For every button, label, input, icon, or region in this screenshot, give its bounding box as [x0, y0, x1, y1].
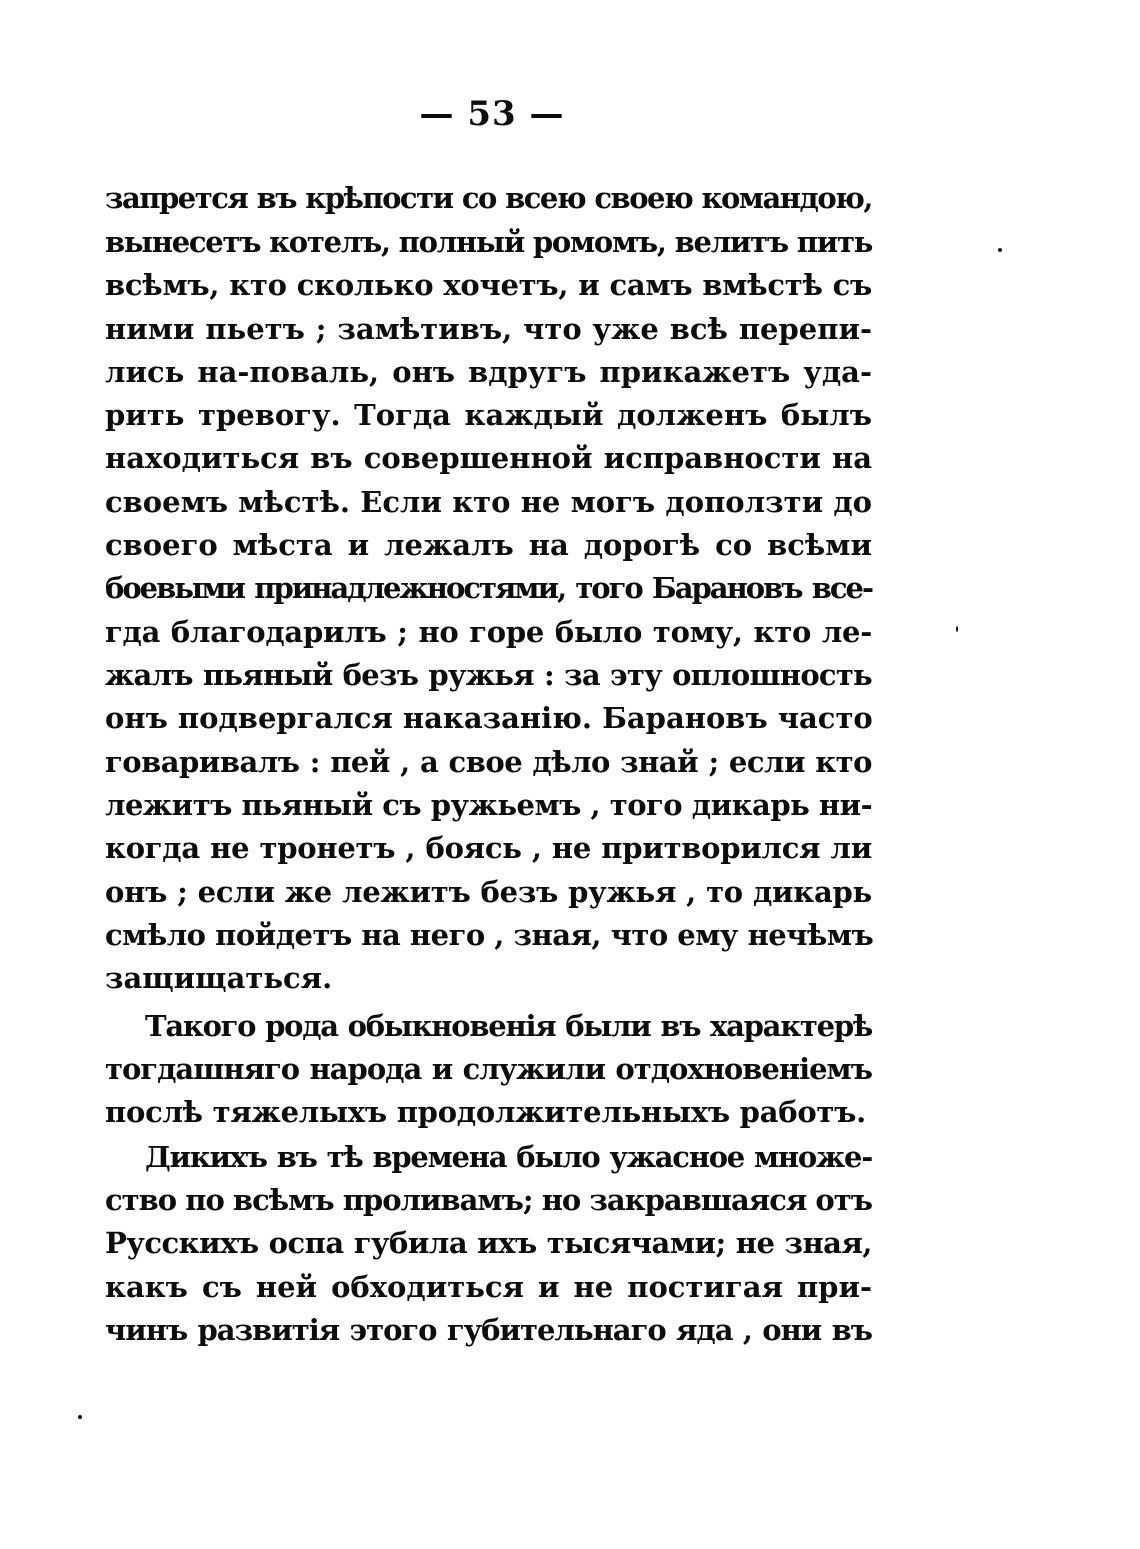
text-line: онъ ; если же лежитъ безъ ружья , то дикарь — [105, 875, 872, 909]
page-number: — 53 — — [419, 94, 565, 134]
scan-speck — [998, 248, 1002, 252]
text-line: Такого рода обыкновенія были въ характерѣ — [145, 1009, 872, 1043]
text-line: гда благодарилъ ; но горе было тому, кто ле- — [105, 615, 872, 649]
text-line: запрется въ крѣпости со всею своею командою, — [105, 181, 872, 215]
text-line: жалъ пьяный безъ ружья : за эту оплошность — [105, 658, 872, 692]
text-line: находиться въ совершенной исправности на — [105, 441, 872, 475]
text-line: рить тревогу. Тогда каждый долженъ былъ — [105, 398, 872, 432]
text-line: Русскихъ оспа губила ихъ тысячами; не зная, — [105, 1226, 872, 1260]
text-line: ними пьетъ ; замѣтивъ, что уже всѣ перепи- — [105, 312, 872, 346]
text-line: своемъ мѣстѣ. Если кто не могъ доползти до — [105, 485, 872, 519]
text-line: всѣмъ, кто сколько хочетъ, и самъ вмѣстѣ съ — [105, 268, 872, 302]
text-line: своего мѣста и лежалъ на дорогѣ со всѣми — [105, 528, 872, 562]
text-line: боевыми принадлежностями, того Барановъ все- — [105, 571, 872, 605]
text-line: лежитъ пьяный съ ружьемъ , того дикарь ни- — [105, 788, 873, 822]
text-line: защищаться. — [105, 961, 333, 995]
text-line: какъ съ ней обходиться и не постигая при- — [105, 1270, 872, 1304]
text-line: лись на-поваль, онъ вдругъ прикажетъ уда- — [105, 355, 872, 389]
text-line: Дикихъ въ тѣ времена было ужасное множе- — [145, 1140, 872, 1174]
text-line: смѣло пойдетъ на него , зная, что ему нечѣмъ — [105, 918, 874, 952]
text-line: вынесетъ котелъ, полный ромомъ, велитъ пить — [105, 225, 873, 259]
text-line: говаривалъ : пей , а свое дѣло знай ; если кто — [105, 745, 872, 779]
text-line: тогдашняго народа и служили отдохновеніемъ — [105, 1052, 872, 1086]
text-line: когда не тронетъ , боясь , не притворился ли — [105, 831, 872, 865]
text-line: ство по всѣмъ проливамъ; но закравшаяся отъ — [105, 1183, 872, 1217]
scan-speck — [78, 1415, 82, 1419]
scan-speck — [956, 626, 958, 632]
text-line: чинъ развитія этого губительнаго яда , они въ — [105, 1313, 872, 1347]
text-line: онъ подвергался наказанію. Барановъ часто — [105, 701, 873, 735]
text-line: послѣ тяжелыхъ продолжительныхъ работъ. — [105, 1095, 866, 1129]
